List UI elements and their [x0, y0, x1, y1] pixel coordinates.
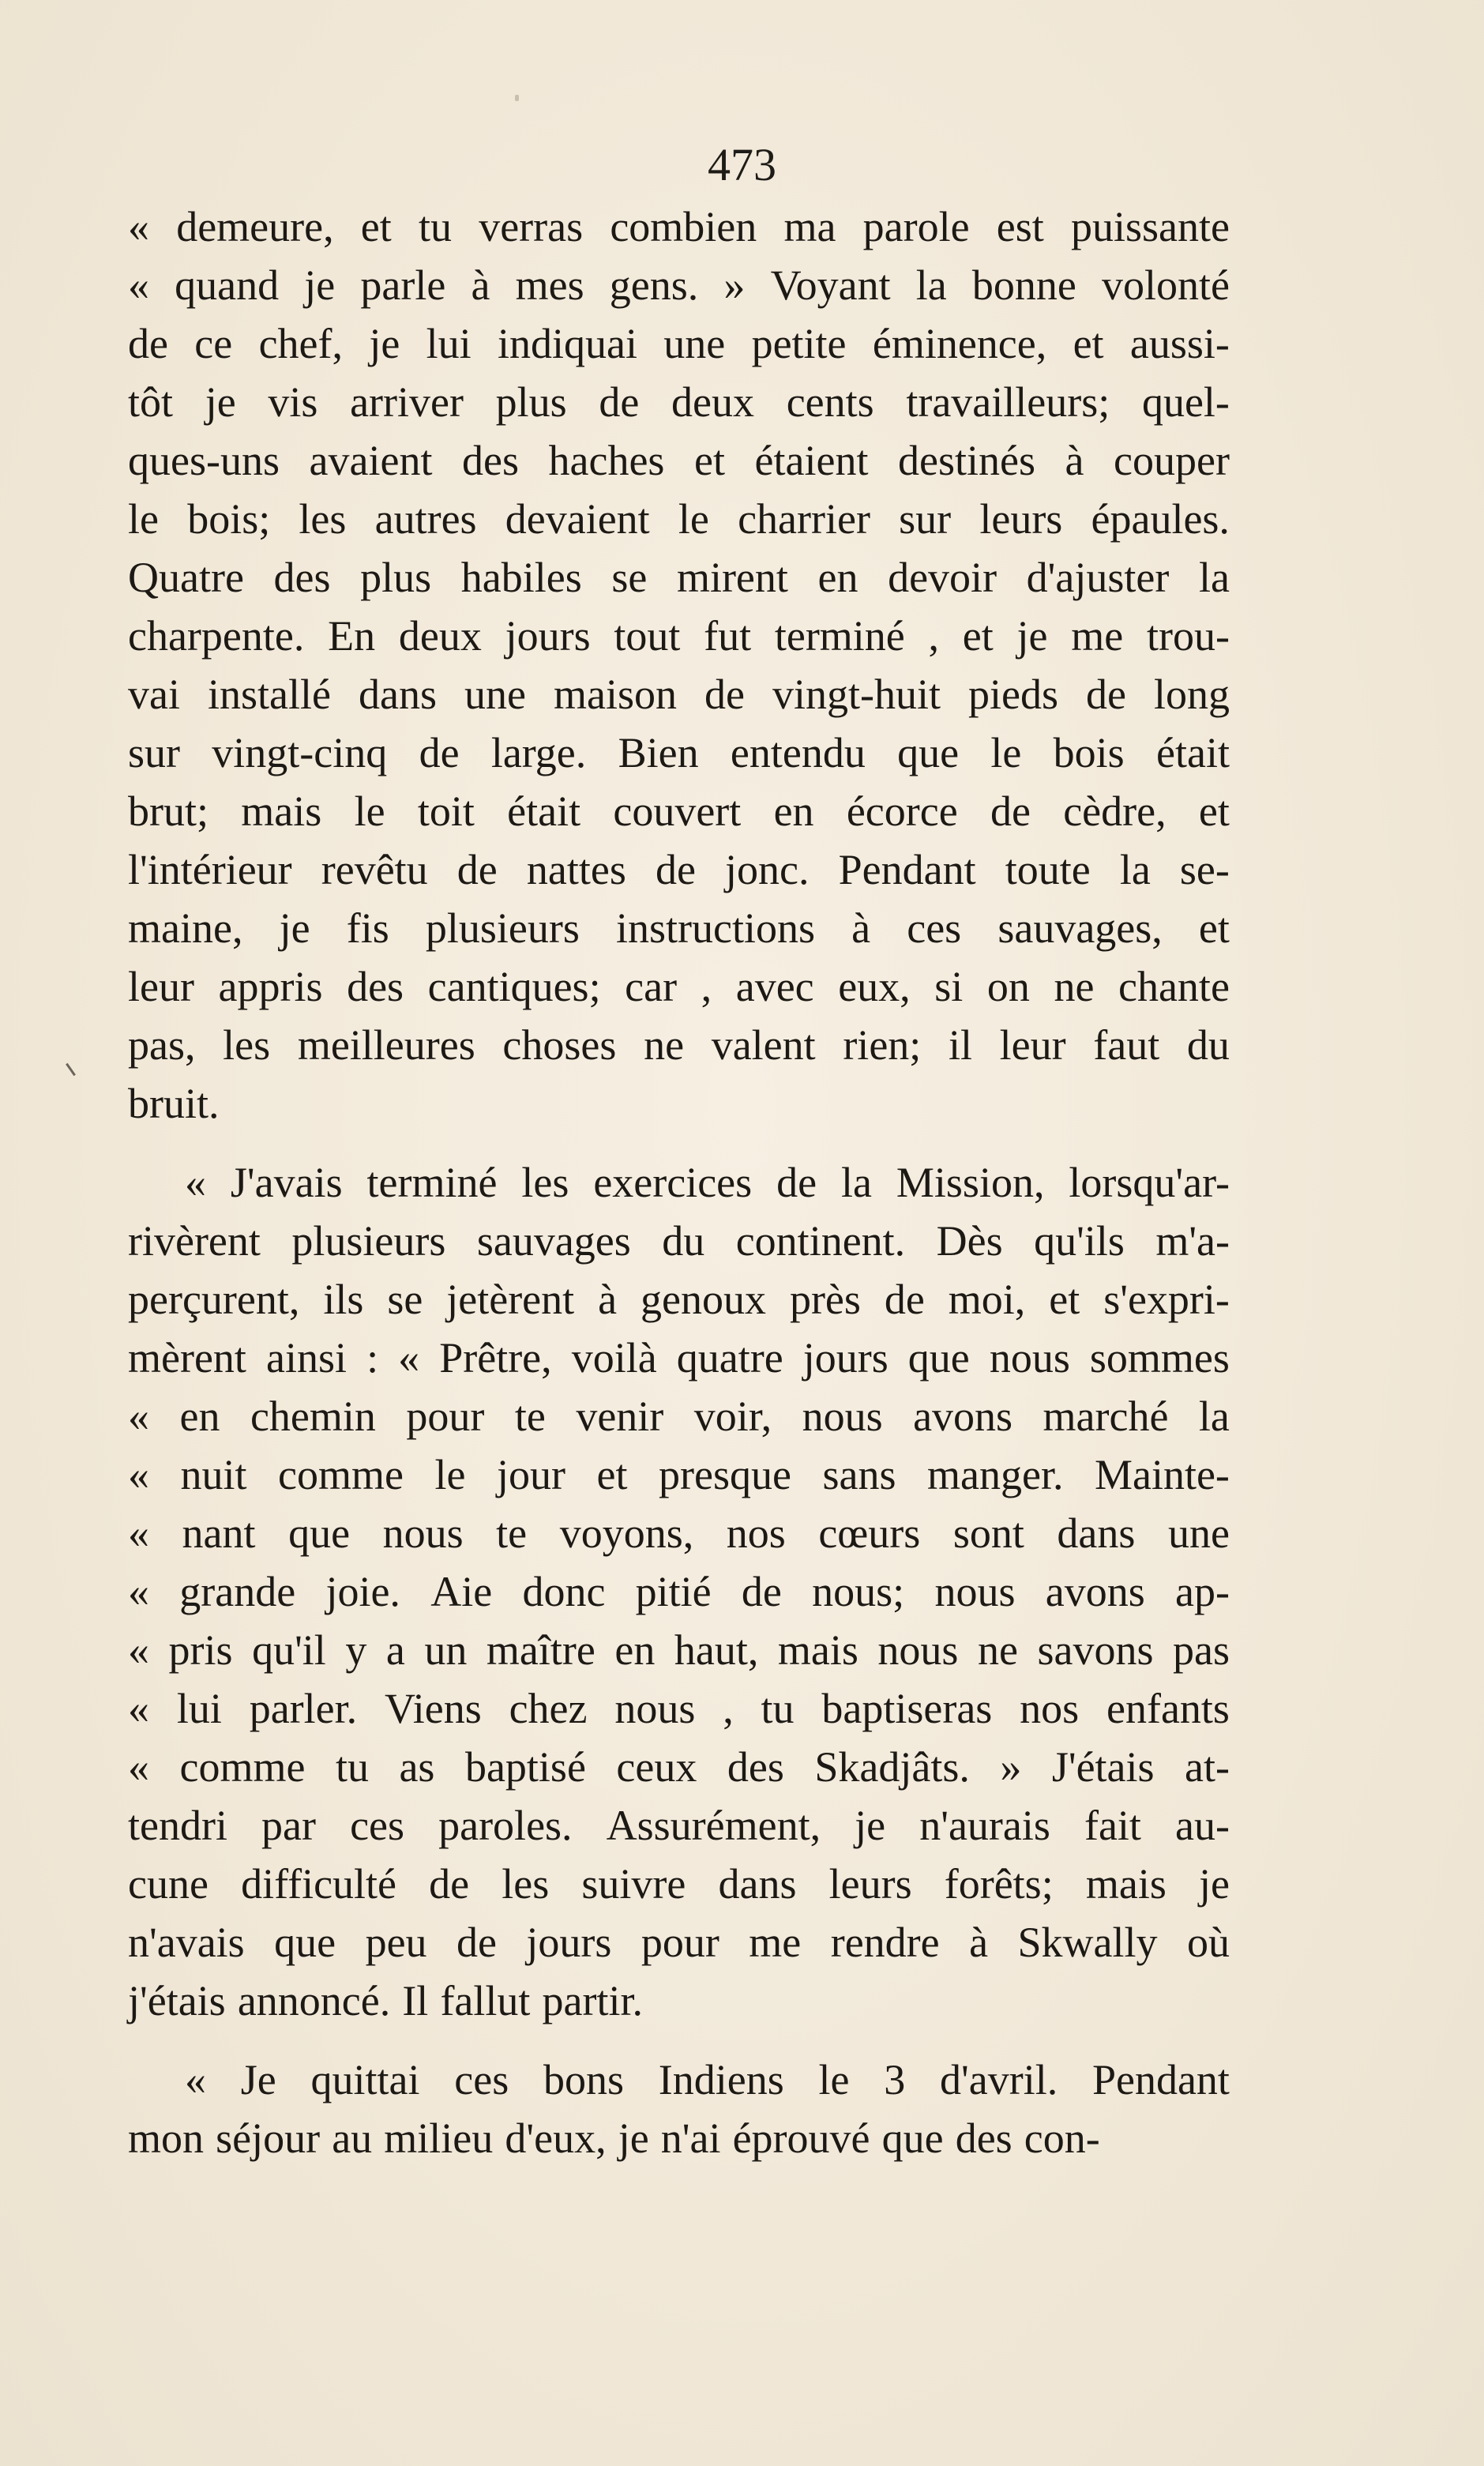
text-line: Quatre des plus habiles se mirent en devoir d'ajuster la	[128, 554, 1230, 601]
margin-mark	[66, 1063, 76, 1076]
text-line: « comme tu as baptisé ceux des Skadjâts. » J'étais at-	[128, 1743, 1230, 1791]
text-line: de ce chef, je lui indiquai une petite éminence, et aussi-	[128, 320, 1230, 367]
paragraph	[128, 197, 1230, 1133]
text-line: « nant que nous te voyons, nos cœurs sont dans une	[128, 1509, 1230, 1557]
text-line: « pris qu'il y a un maître en haut, mais nous ne savons pas	[128, 1626, 1230, 1674]
text-line: tôt je vis arriver plus de deux cents travailleurs; quel-	[128, 378, 1230, 426]
text-line: « quand je parle à mes gens. » Voyant la bonne volonté	[128, 261, 1230, 309]
text-line: mèrent ainsi : « Prêtre, voilà quatre jours que nous sommes	[128, 1334, 1230, 1381]
text-line: tendri par ces paroles. Assurément, je n'aurais fait au-	[128, 1802, 1230, 1849]
text-line: ques-uns avaient des haches et étaient destinés à couper	[128, 437, 1230, 484]
text-line: brut; mais le toit était couvert en écorce de cèdre, et	[128, 788, 1230, 835]
text-line: « demeure, et tu verras combien ma parole est puissante	[128, 203, 1230, 250]
text-line: pas, les meilleures choses ne valent rien; il leur faut du	[128, 1021, 1230, 1069]
text-line: le bois; les autres devaient le charrier sur leurs épaules.	[128, 495, 1230, 543]
text-line: mon séjour au milieu d'eux, je n'ai éprouvé que des con-	[128, 2115, 1100, 2162]
text-line: n'avais que peu de jours pour me rendre à Skwally où	[128, 1919, 1230, 1966]
text-line: maine, je fis plusieurs instructions à ces sauvages, et	[128, 904, 1230, 952]
text-line: « nuit comme le jour et presque sans manger. Mainte-	[128, 1451, 1230, 1498]
text-line: « Je quittai ces bons Indiens le 3 d'avril. Pendant	[185, 2056, 1230, 2103]
body-text	[128, 197, 1230, 2167]
text-line: « lui parler. Viens chez nous , tu baptiseras nos enfants	[128, 1685, 1230, 1732]
paragraph	[128, 1153, 1230, 2030]
paragraph	[128, 2051, 1230, 2167]
text-line: vai installé dans une maison de vingt-huit pieds de long	[128, 671, 1230, 718]
text-line: leur appris des cantiques; car , avec eux, si on ne chante	[128, 963, 1230, 1010]
text-line: cune difficulté de les suivre dans leurs forêts; mais je	[128, 1860, 1230, 1908]
text-line: charpente. En deux jours tout fut terminé , et je me trou-	[128, 612, 1230, 660]
text-line: l'intérieur revêtu de nattes de jonc. Pendant toute la se-	[128, 846, 1230, 893]
text-line: perçurent, ils se jetèrent à genoux près de moi, et s'expri-	[128, 1276, 1230, 1323]
page-number: 473	[708, 139, 776, 190]
text-line: bruit.	[128, 1080, 220, 1127]
ink-speck	[515, 95, 519, 101]
text-line: « en chemin pour te venir voir, nous avons marché la	[128, 1393, 1230, 1440]
text-line: « J'avais terminé les exercices de la Mission, lorsqu'ar-	[185, 1159, 1230, 1206]
text-line: sur vingt-cinq de large. Bien entendu que le bois était	[128, 729, 1230, 776]
text-line: « grande joie. Aie donc pitié de nous; nous avons ap-	[128, 1568, 1230, 1615]
text-line: rivèrent plusieurs sauvages du continent. Dès qu'ils m'a-	[128, 1217, 1230, 1265]
text-line: j'étais annoncé. Il fallut partir.	[128, 1977, 643, 2024]
